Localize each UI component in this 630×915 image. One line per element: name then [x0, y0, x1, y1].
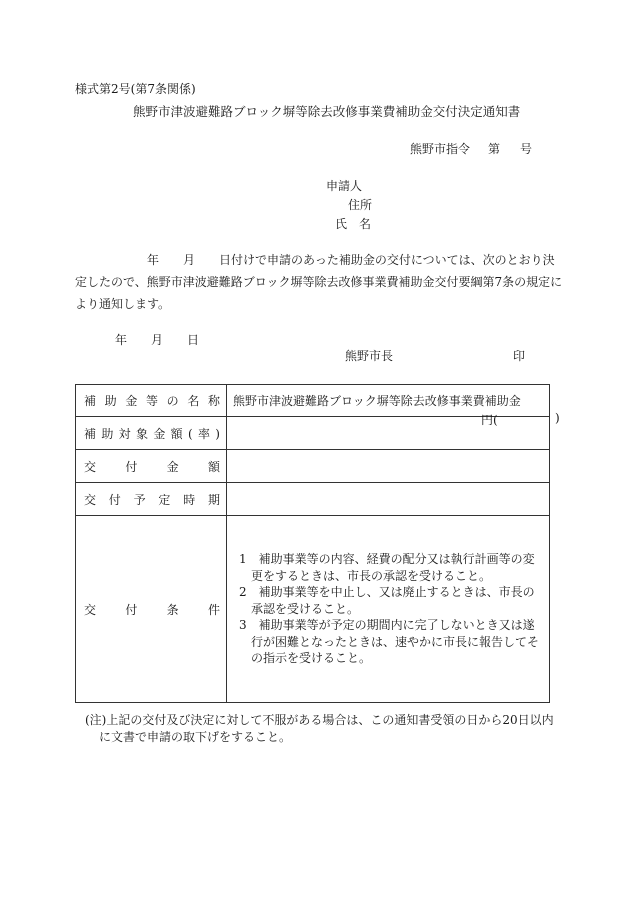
table-header-cell: 交付金額 — [76, 450, 227, 483]
notice-number-dai: 第 — [488, 142, 501, 156]
body-line: 定したので、熊野市津波避難路ブロック塀等除去改修事業費補助金交付要綱第7条の規定に — [75, 275, 563, 289]
mayor-label: 熊野市長 — [345, 349, 394, 363]
table-header-cell: 交付条件 — [76, 516, 227, 703]
table-row — [76, 385, 550, 417]
condition-item: 1 補助事業等の内容、経費の配分又は執行計画等の変更をするときは、市長の承認を受けること。 — [239, 552, 535, 583]
condition-item: 2 補助事業等を中止し、又は廃止するときは、市長の承認を受けること。 — [239, 585, 535, 616]
condition-item: 3 補助事業等が予定の期間内に完了しないとき又は遂行が困難となったときは、速やかに市長に報告してその指示を受けること。 — [239, 618, 540, 666]
applicant-label: 申請人 — [326, 179, 363, 193]
subsidy-amount-field — [227, 411, 560, 450]
notice-number — [410, 143, 532, 155]
table-header-cell: 交付予定時期 — [76, 483, 227, 516]
name-label: 氏 名 — [335, 217, 372, 231]
grant-name-value: 熊野市津波避難路ブロック塀等除去改修事業費補助金 — [227, 385, 550, 417]
table-row — [76, 450, 550, 483]
table-row — [76, 483, 550, 516]
body-line: 年 月 日付けで申請のあった補助金の交付については、次のとおり決 — [75, 253, 555, 267]
issue-date: 年 月 日 — [115, 333, 200, 347]
table-row — [76, 516, 550, 703]
address-label: 住所 — [348, 198, 373, 212]
table-header-cell: 補助金等の名称 — [76, 385, 227, 417]
grant-schedule-field — [227, 483, 550, 516]
table-row — [76, 417, 550, 450]
notice-number-go: 号 — [520, 142, 533, 156]
body-line: より通知します。 — [75, 297, 171, 311]
grant-amount-field — [227, 450, 550, 483]
conditions-list — [233, 551, 549, 667]
seal-mark: 印 — [513, 349, 526, 363]
grant-table — [75, 384, 560, 703]
yen-label: 円( — [481, 413, 498, 427]
grant-conditions-cell — [227, 516, 550, 703]
body-paragraph — [75, 249, 563, 315]
footnote-line: に文書で申請の取下げをすること。 — [99, 730, 292, 744]
rate-close-paren: ) — [555, 411, 560, 425]
notice-number-prefix: 熊野市指令 — [410, 142, 471, 156]
footnote-line: (注)上記の交付及び決定に対して不服がある場合は、この通知書受領の日から20日以内 — [85, 713, 554, 727]
document-title: 熊野市津波避難路ブロック塀等除去改修事業費補助金交付決定通知書 — [133, 104, 521, 119]
form-label: 様式第2号(第7条関係) — [75, 82, 196, 96]
table-header-cell: 補助対象金額(率) — [76, 417, 227, 450]
